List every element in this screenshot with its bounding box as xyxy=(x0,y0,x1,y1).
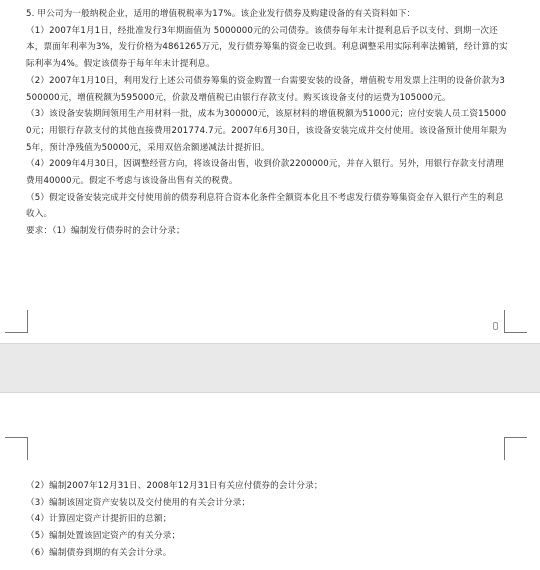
requirement-6: （6）编制债券到期的有关会计分录。 xyxy=(26,547,172,558)
requirement-5: （5）编制处置该固定资产的有关分录； xyxy=(26,531,181,542)
problem-intro: 5. 甲公司为一般纳税企业，适用的增值税税率为17%。该企业发行债券及购建设备的有关资料如下： xyxy=(26,9,416,19)
text-cursor-icon xyxy=(493,322,498,330)
document-page-2 xyxy=(0,392,540,570)
requirements-list xyxy=(26,478,508,562)
page-corner-mark xyxy=(5,310,28,333)
problem-text xyxy=(26,6,508,240)
problem-item-5: （5）假定设备安装完成并交付使用前的债券利息符合资本化条件全额资本化且不考虑发行债券筹集资金存入银行产生的利息收入。 xyxy=(26,192,504,220)
problem-item-3: （3）该设备安装期间领用生产用材料一批，成本为300000元，该原材料的增值税额为51000元；应付安装人员工资150000元；用银行存款支付的其他直接费用201774.7元。2007年6月30日，该设备安装完成并交付使用。该设备预计使用年限为5年，预计净残值为50000元，采用双倍余额递减法计提折旧。 xyxy=(26,109,507,153)
page-corner-mark xyxy=(5,437,28,460)
requirement-2: （2）编制2007年12月31日、2008年12月31日有关应付债券的会计分录； xyxy=(26,481,323,491)
problem-item-4: （4）2009年4月30日，因调整经营方向，将该设备出售，收到价款2200000元，并存入银行。另外，用银行存款支付清理费用40000元。假定不考虑与该设备出售有关的税费。 xyxy=(26,159,504,187)
page-corner-mark xyxy=(504,310,527,333)
problem-item-2: （2）2007年1月10日，利用发行上述公司债券筹集的资金购置一台需要安装的设备，增值税专用发票上注明的设备价款为3500000元，增值税额为595000元，价款及增值税已由银行存款支付。购买该设备支付的运费为105000元。 xyxy=(26,75,506,103)
problem-item-1: （1）2007年1月1日，经批准发行3年期面值为 5000000元的公司债券。该债券每年末计提利息后予以支付、到期一次还本，票面年利率为3%，发行价格为4861265万元，发行债券筹集的资金已收到。利息调整采用实际利率法摊销，经计算的实际利率为4%。假定该债券于每年年末计提利息。 xyxy=(26,25,508,70)
page-corner-mark xyxy=(504,437,527,460)
requirement-1: 要求：（1）编制发行债券时的会计分录； xyxy=(26,226,185,237)
requirement-3: （3）编制该固定资产安装以及交付使用的有关会计分录； xyxy=(26,497,251,508)
requirement-4: （4）计算固定资产计提折旧的总额； xyxy=(26,514,172,525)
